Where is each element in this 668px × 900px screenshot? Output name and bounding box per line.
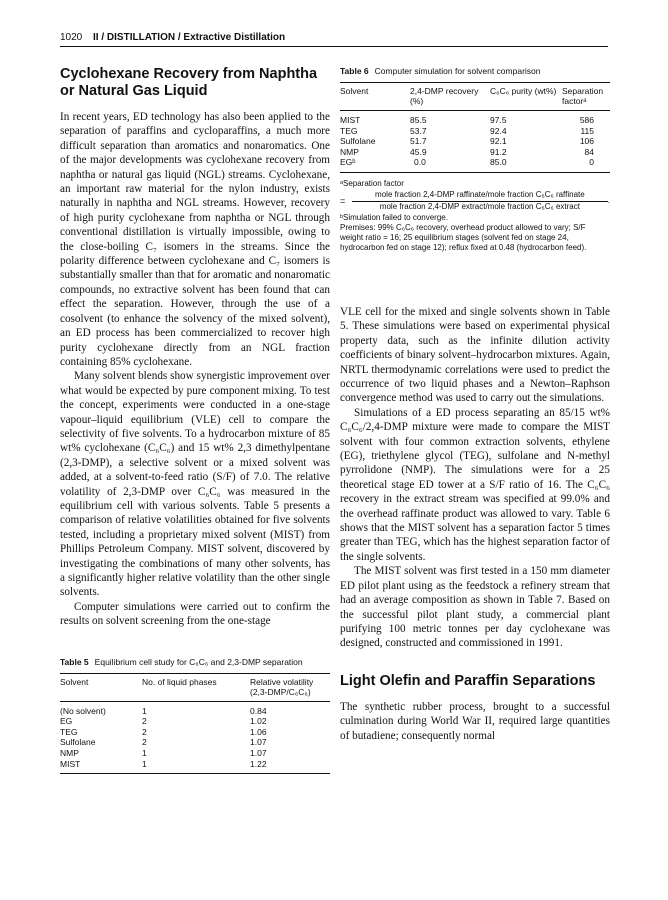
table6-col-solvent: Solvent: [340, 83, 410, 111]
table6-caption: [340, 66, 610, 76]
table-cell: 115: [580, 125, 594, 136]
table-cell: 1: [142, 759, 250, 774]
table-row: [340, 126, 610, 137]
table6-footnotes: [340, 179, 610, 253]
footnote-a: ᵃSeparation factor: [340, 178, 404, 188]
section-title-header: II / DISTILLATION / Extractive Distillation: [93, 32, 286, 43]
table-row: [60, 737, 330, 748]
left-column: [60, 66, 330, 774]
paragraph-solvent-blends: Many solvent blends show synergistic improvement over what would be expected by pure component mixing. To test the concept, experiments were conducted in a one-stage vapour–liquid equilibrium (VLE) cell to compare the selectivity of five solvents. To a hydrocarbon mixture of 85 wt% cyclohexane (C₆C₆) and 15 wt% 2,3 dimethylpentane (2,3-DMP), a selective solvent or a mixed solvent was added, at a solvent-to-feed ratio (S/F) of 7.0. The relative volatility of 2,3-DMP over C₆C₆ was measured in the equilibrium cell with various solvents. Table 5 presents a comparison of relative volatilities obtained for five solvents tested, including a proprietary mixed solvent (MIST) from Phillips Petroleum Company. MIST solvent, discovered by investigating the combinations of many other solvents, has a significantly higher relative volatility than the other single solvents.: [60, 370, 330, 599]
table-cell: TEG: [340, 125, 358, 136]
table-cell: 45.9: [410, 146, 427, 157]
footnote-b: ᵇSimulation failed to converge.: [340, 212, 448, 222]
table5-col-phases: No. of liquid phases: [142, 673, 250, 701]
table-row: [60, 727, 330, 738]
table6-col-purity: C₆C₆ purity (wt%): [490, 83, 562, 111]
section-heading-light-olefin: Light Olefin and Paraffin Separations: [340, 672, 596, 689]
table-row: [340, 111, 610, 126]
table-cell: EGᵇ: [340, 157, 410, 172]
table-cell: 85.5: [410, 115, 427, 125]
table-cell: 2: [142, 716, 147, 727]
separation-factor-formula: [340, 190, 610, 212]
table-row: [60, 759, 330, 774]
table5-label: Table 5: [60, 656, 89, 667]
table-cell: NMP: [340, 146, 359, 157]
table-cell: (No solvent): [60, 705, 106, 716]
paragraph-simulations-start: Computer simulations were carried out to confirm the results on solvent screening from the one-stage: [60, 600, 330, 628]
table-cell: 586: [579, 115, 594, 125]
table-cell: MIST: [340, 115, 361, 125]
footnote-premises: Premises: 99% C₆C₆ recovery, overhead product allowed to vary; S/F weight ratio = 16; 25 equilibrium stages (solvent fed on stage 24, hydrocarbon fed on stage 12); reflux fixed at 0.48 (hydrocarbon feed).: [340, 222, 587, 252]
table-cell: 106: [579, 136, 594, 147]
table-row: [340, 147, 610, 158]
formula-numerator: mole fraction 2,4-DMP raffinate/mole fraction C₆C₆ raffinate: [352, 190, 608, 202]
table5-caption-text: Equilibrium cell study for C₆C₆ and 2,3-DMP separation: [94, 656, 303, 667]
table5-grid: [60, 673, 330, 775]
table-cell: 92.4: [490, 125, 507, 136]
table-row: [60, 701, 330, 716]
right-column: [340, 66, 610, 743]
formula-denominator: mole fraction 2,4-DMP extract/mole fraction C₆C₆ extract: [379, 201, 580, 211]
right-text-block: [340, 305, 610, 743]
table-cell: EG: [60, 716, 73, 727]
section-heading-cyclohexane: Cyclohexane Recovery from Naphtha or Natural Gas Liquid: [60, 66, 318, 99]
table5: [60, 657, 330, 775]
table6-col-recovery: 2,4-DMP recovery (%): [410, 83, 490, 111]
table5-col-volatility: Relative volatility (2,3-DMP/C₆C₆): [250, 673, 330, 701]
formula-equals: =: [340, 195, 346, 206]
running-head: [60, 32, 608, 43]
table6-header-row: [340, 83, 610, 111]
table-cell: 2: [142, 726, 147, 737]
table6: [340, 66, 610, 253]
paragraph-vle-cell: VLE cell for the mixed and single solvents shown in Table 5. These simulations were based on experimental physical property data, such as the infinite dilution activity coefficients of binary solvent–hydrocarbon mixtures. Again, NRTL thermodynamic correlations were used to predict the occurrence of two liquid phases and a Newton–Raphson convergence method was used to carry out the simulations.: [340, 305, 610, 405]
table-cell: 0.0: [410, 157, 490, 172]
table-cell: 97.5: [490, 115, 507, 125]
table-row: [60, 748, 330, 759]
table6-caption-text: Computer simulation for solvent comparison: [374, 66, 541, 76]
table-cell: 1.02: [250, 716, 267, 727]
table-cell: 1.07: [250, 737, 267, 748]
table-row: [340, 157, 610, 172]
paragraph-simulations-mist: Simulations of a ED process separating an 85/15 wt% C₆C₆/2,4-DMP mixture were made to compare the MIST solvent with four common extraction solvents, ethylene (EG), triethylene glycol (TEG), sulfolane and N-methyl pyrrolidone (NMP). The simulations were for a 25 theoretical stage ED tower at a S/F ratio of 16. The C₆C₆ recovery in the extract stream was specified at 99.0% and the overhead raffinate product was allowed to vary. Table 6 shows that the MIST solvent has a separation factor 5 times greater than TEG, which has the highest separation factor of the single solvents.: [340, 406, 610, 563]
table-cell: 1.22: [250, 759, 330, 774]
paragraph-pilot-plant: The MIST solvent was first tested in a 150 mm diameter ED pilot plant using as the feedstock a refinery stream that had an average composition as shown in Table 7. Based on the successful pilot plant study, a commercial plant purifying 100 metric tonnes per day cyclohexane was designed, constructed and commissioned in 1991.: [340, 565, 610, 650]
table-cell: MIST: [60, 759, 142, 774]
table-cell: 1.06: [250, 726, 267, 737]
table5-caption: [60, 657, 330, 667]
table-row: [340, 136, 610, 147]
table-row: [60, 716, 330, 727]
table6-label: Table 6: [340, 66, 369, 76]
formula-period: .: [607, 195, 610, 205]
table-cell: 53.7: [410, 125, 427, 136]
table-cell: 85.0: [490, 157, 562, 172]
table-cell: Sulfolane: [60, 737, 96, 748]
table-cell: 1: [142, 748, 147, 758]
table-cell: 51.7: [410, 136, 427, 147]
table-cell: 91.2: [490, 146, 507, 157]
paragraph-synthetic-rubber: The synthetic rubber process, brought to a successful culmination during World War II, required large quantities of butadiene; consequently normal: [340, 700, 610, 742]
paragraph-intro: In recent years, ED technology has also been applied to the separation of paraffins and cycloparaffins, a much more difficult separation than aromatics and nonaromatics. One of the major developments was cyclohexane recovery from naphtha or natural gas liquid (NGL) streams. Cyclohexane, an important raw material for the nylon industry, exists naturally in naphtha and NGL streams. However, recovery of high purity cyclohexane from naphtha or NGL through conventional distillation is virtually impossible, owing to the close-boiling C₇ isomers in the streams. Since the polarity difference between cyclohexane and C₇ isomers is substantially smaller than that for aromatic and nonaromatic compounds, no extractive solvent has been found that can effect the separation. However, through the use of a cosolvent (to enhance the solvency of the mixed solvent), an ED process has been commercialized to recover high purity cyclohexane directly from an NGL fraction containing 85% cyclohexane.: [60, 111, 330, 368]
table-cell: 0: [562, 157, 610, 172]
page-number: 1020: [60, 32, 83, 43]
table6-grid: [340, 82, 610, 173]
table-cell: 1: [142, 705, 147, 716]
table-cell: 84: [584, 146, 594, 157]
table6-col-factor: Separation factorᵃ: [562, 83, 610, 111]
table-cell: Sulfolane: [340, 136, 376, 147]
table5-header-row: [60, 673, 330, 701]
table-cell: 2: [142, 737, 147, 748]
header-rule: [60, 46, 608, 47]
table-cell: 92.1: [490, 136, 507, 147]
table5-col-solvent: Solvent: [60, 673, 142, 701]
table-cell: TEG: [60, 726, 78, 737]
table-cell: 0.84: [250, 705, 267, 716]
table-cell: NMP: [60, 748, 79, 758]
formula-fraction: [352, 190, 608, 212]
table-cell: 1.07: [250, 748, 267, 758]
